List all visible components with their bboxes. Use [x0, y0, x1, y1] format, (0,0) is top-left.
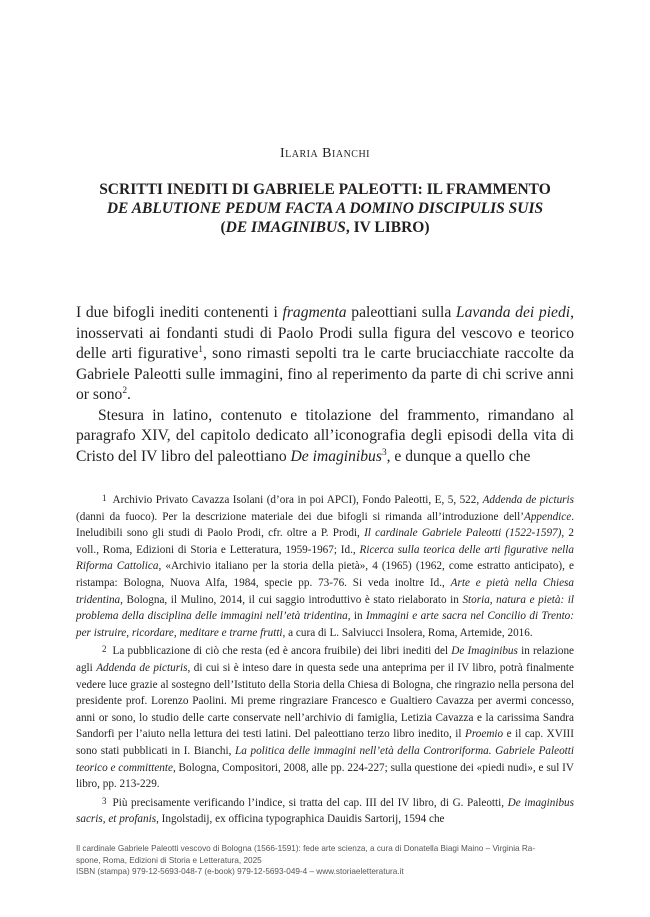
- italic-run: Addenda de picturis: [482, 494, 574, 506]
- footnotes: [76, 490, 574, 828]
- text-run: (danni da fuoco). Per la descrizione materiale dei due bifogli si rimanda all’introduzione dell’: [76, 510, 524, 523]
- text-run: La pubblicazione di ciò che resta (ed è ancora fruibile) dei libri inediti del: [112, 645, 452, 658]
- italic-run: La politica delle immagini nell’età della Controriforma. Gabriele Paleotti teorico e committente: [76, 744, 574, 774]
- footnote-1: [76, 490, 574, 641]
- text-run: I due bifogli inediti contenenti i: [76, 304, 283, 321]
- text-run: , Bologna, il Mulino, 2014, il cui saggio introduttivo è stato rielaborato in: [120, 593, 463, 606]
- article-title: [60, 180, 590, 237]
- footer-line-3: ISBN (stampa) 979-12-5693-048-7 (e-book) 979-12-5693-049-4 – www.storiaeletteratura.it: [76, 867, 404, 876]
- footnote-number: 1: [102, 493, 107, 503]
- text-run: Archivio Privato Cavazza Isolani (d’ora in poi APCI), Fondo Paleotti, E, 5, 522,: [112, 494, 483, 506]
- italic-run: De imaginibus: [290, 447, 382, 465]
- text-run: . Ineludibili sono gli studi di Paolo Prodi, cfr. oltre a P. Prodi,: [76, 510, 574, 540]
- italic-run: Immagini e arte sacra nel Concilio di Trento: per istruire, ricordare, meditare e trarne frutti: [76, 610, 575, 639]
- title-line-3-italic: DE IMAGINIBUS: [225, 219, 346, 236]
- footnote-3: [76, 793, 574, 828]
- text-run: , Ingolstadij, ex officina typographica Dauidis Sartorij, 1594 che: [156, 813, 445, 826]
- footnote-2: [76, 641, 574, 792]
- text-run: Stesura in latino, contenuto e titolazione del frammento, rimandano al paragrafo XIV, del capitolo dedicato all’iconografia degli episodi della vita di Cristo del IV libro del paleottiano: [76, 406, 574, 465]
- title-line-3-rest: , IV LIBRO): [345, 219, 430, 236]
- footnote-number: 3: [102, 795, 107, 806]
- text-run: .: [127, 386, 131, 403]
- text-run: , di cui si è inteso dare in questa sede una anteprima per il IV libro, potrà finalmente vedere luce grazie al sostegno dell’Istituto della Storia della Chiesa di Bologna, che ringrazio nella persona del presidente prof. Lorenzo Paolini. Mi preme ringraziare Francesco e Gualtiero Cavazza per avermi concesso, anni or sono, lo studio delle carte conservate nell’archivio di famiglia, Letizia Cavazza e la carissima Sandra Sandorfi per l’aiuto nella lettura dei testi latini. Del paleottiano terzo libro inedito, il: [76, 661, 574, 741]
- text-run: Più precisamente verificando l’indice, si tratta del cap. III del IV libro, di G. Paleotti,: [112, 796, 508, 809]
- footnote-ref-3[interactable]: 3: [381, 447, 387, 458]
- title-line-3-open: (: [220, 219, 226, 236]
- title-line-2-italic: DE ABLUTIONE PEDUM FACTA A DOMINO DISCIPULIS SUIS: [106, 200, 544, 217]
- italic-run: Storia, natura e pietà: il problema della disciplina delle immagini nell’età tridentina: [76, 593, 575, 623]
- italic-run: De Imaginibus: [451, 645, 518, 658]
- text-run: , sono rimasti sepolti tra le carte bruciacchiate raccolte da Gabriele Paleotti sulle immagini, fino al reperimento da parte di chi scrive anni or sono: [76, 345, 574, 403]
- main-text: [76, 303, 574, 467]
- text-run: , inosservati ai fondanti studi di Paolo Prodi sulla figura del vescovo e teorico delle arti figurative: [76, 304, 574, 362]
- footnote-ref-2[interactable]: 2: [122, 385, 128, 396]
- italic-run: Ricerca sulla teorica delle arti figurative nella Riforma Cattolica: [76, 543, 574, 573]
- text-run: , e dunque a quello che: [386, 447, 531, 465]
- italic-run: Proemio: [465, 728, 504, 741]
- footer-line-2: spone, Roma, Edizioni di Storia e Letteratura, 2025: [76, 855, 262, 865]
- text-run: , Bologna, Compositori, 2008, alle pp. 224-227; sulla questione dei «piedi nudi», e sul IV libro, pp. 213-229.: [76, 761, 574, 791]
- paragraph-1: [76, 303, 574, 406]
- title-line-1: SCRITTI INEDITI DI GABRIELE PALEOTTI: IL FRAMMENTO: [99, 181, 551, 198]
- italic-run: Appendice: [523, 510, 572, 523]
- text-run: , 2 voll., Roma, Edizioni di Storia e Letteratura, 1959-1967; Id.,: [76, 527, 574, 556]
- footnote-number: 2: [102, 644, 107, 655]
- italic-run: Arte e pietà nella Chiesa tridentina: [76, 576, 575, 606]
- text-run: in relazione agli: [76, 645, 575, 674]
- italic-run: Lavanda dei piedi: [455, 304, 571, 321]
- publication-footer: [76, 843, 576, 878]
- text-run: , «Archivio italiano per la storia della pietà», 4 (1965) (1962, come estratto anticipato), e ristampa: Bologna, Nuova Alfa, 1984, specie pp. 73-76. Si veda inoltre Id.,: [76, 560, 574, 589]
- text-run: , a cura di L. Salviucci Insolera, Roma, Artemide, 2016.: [282, 626, 533, 639]
- italic-run: Addenda de picturis: [96, 661, 188, 674]
- italic-run: fragmenta: [282, 304, 347, 321]
- author-name: Ilaria Bianchi: [279, 146, 371, 161]
- italic-run: Il cardinale Gabriele Paleotti (1522-1597): [364, 527, 562, 540]
- text-run: paleottiani sulla: [346, 304, 456, 321]
- footer-line-1: Il cardinale Gabriele Paleotti vescovo di Bologna (1566-1591): fede arte scienza, a cura di Donatella Biagi Maino – Virginia Ra-: [76, 844, 536, 853]
- title-line-2: [60, 199, 590, 218]
- footnote-ref-1[interactable]: 1: [198, 344, 203, 355]
- title-line-3: [60, 218, 590, 237]
- italic-run: De imaginibus sacris, et profanis: [76, 796, 574, 826]
- text-run: , in: [347, 610, 367, 623]
- text-run: e il cap. XVIII sono stati pubblicati in I. Bianchi,: [76, 728, 574, 757]
- paragraph-2: [76, 406, 574, 468]
